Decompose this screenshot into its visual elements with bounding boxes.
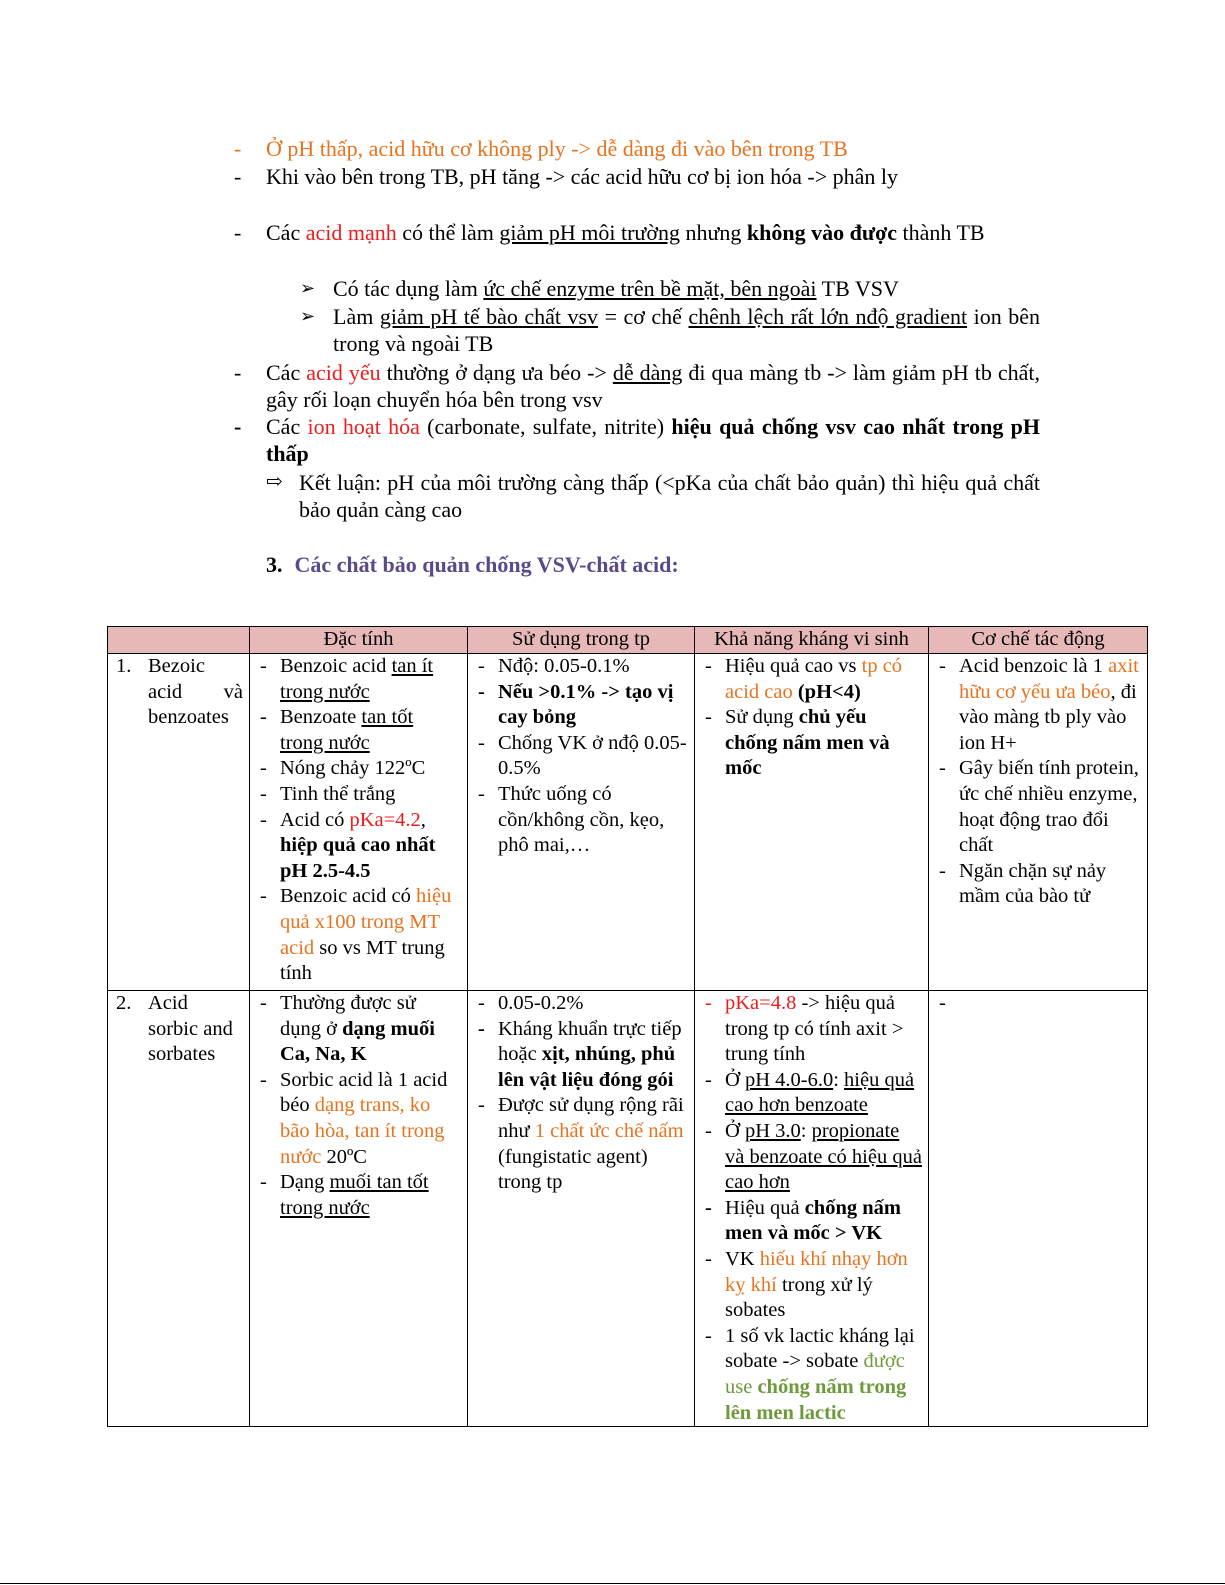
header-cell: Khả năng kháng vi sinh xyxy=(695,627,929,654)
list-item xyxy=(935,654,1141,756)
underline-text: giảm pH môi trường xyxy=(499,220,680,245)
text: Benzoic acid có xyxy=(280,885,417,908)
text: Nđộ: 0.05-0.1% xyxy=(498,655,630,677)
header-cell xyxy=(108,627,250,654)
dash: - xyxy=(260,992,267,1014)
underline-text: tan ít trong nước xyxy=(280,655,434,703)
text: Hiệu quả cao vs xyxy=(725,655,862,677)
text: Acid benzoic là 1 xyxy=(959,655,1109,677)
text: Thức uống có cồn/không cồn, kẹo, phô mai,… xyxy=(498,782,665,857)
list-item xyxy=(256,1068,461,1170)
table-cell-mechanism xyxy=(929,991,1148,1427)
dash: - xyxy=(260,1171,267,1194)
text: Làm xyxy=(333,304,380,329)
bold-text: Nếu >0.1% -> tạo vị cay bỏng xyxy=(498,680,674,729)
dash: - xyxy=(705,655,712,677)
underline-text: hiệu quả cao hơn benzoate xyxy=(725,1068,915,1117)
list-item xyxy=(256,705,461,756)
list-item xyxy=(474,1017,688,1094)
arrow-bullet-icon: ➢ xyxy=(300,278,316,298)
dash: - xyxy=(939,757,946,780)
text: Sorbic acid là 1 acid béo xyxy=(280,1068,448,1117)
bold-text: hiệu quả chống vsv cao nhất trong pH thấp xyxy=(266,414,1040,466)
table-cell-usage xyxy=(468,991,695,1427)
text: 0.05-0.2% xyxy=(498,992,584,1014)
list-item xyxy=(256,808,461,885)
underline-text: ức chế enzyme trên bề mặt, bên ngoài xyxy=(483,276,817,301)
bold-text: không vào được xyxy=(746,220,898,245)
dash: - xyxy=(705,1196,712,1219)
list-item xyxy=(256,1170,461,1221)
row-number: 1. xyxy=(116,655,132,677)
bullet-dash: - xyxy=(234,360,242,385)
bold-text: chủ yếu chống nấm men và mốc xyxy=(725,706,890,780)
list-item xyxy=(256,884,461,986)
arrow-bullet-icon: ➢ xyxy=(300,306,316,326)
empty-dash: - xyxy=(939,992,946,1014)
list-item xyxy=(701,991,922,1068)
bold-text: xịt, nhúng, phủ lên vật liệu đóng gói xyxy=(498,1043,676,1091)
list-item xyxy=(256,782,461,808)
highlight-pka: pKa=4.2 xyxy=(349,808,421,831)
highlight-text: hiếu khí nhạy hơn kỵ khí xyxy=(725,1247,908,1296)
list-item xyxy=(935,859,1141,910)
text: Benzoic acid xyxy=(280,655,392,677)
table-cell-usage xyxy=(468,654,695,991)
text: đi qua màng tb -> làm giảm pH tb chất, gây rối loạn chuyển hóa bên trong vsv xyxy=(266,360,1041,412)
dash: - xyxy=(260,757,267,780)
dash: - xyxy=(478,782,485,805)
dash: - xyxy=(478,680,485,703)
highlight-strong-acid: acid mạnh xyxy=(305,220,397,245)
table-cell-antimicrobial xyxy=(695,654,929,991)
list-item xyxy=(701,1324,922,1426)
dash: - xyxy=(705,992,712,1014)
dash: - xyxy=(705,1119,712,1142)
bullet-inside-cell: Khi vào bên trong TB, pH tăng -> các acid hữu cơ bị ion hóa -> phân ly xyxy=(266,164,899,189)
text: Tinh thể trắng xyxy=(280,782,396,805)
header-cell: Đặc tính xyxy=(250,627,468,654)
dash: - xyxy=(478,731,485,754)
table-cell-mechanism xyxy=(929,654,1148,991)
header-cell: Sử dụng trong tp xyxy=(468,627,695,654)
underline-text: propionate và benzoate có hiệu quả cao hơn xyxy=(725,1119,922,1194)
dash: - xyxy=(260,1068,267,1091)
list-item xyxy=(701,1119,922,1196)
list-item xyxy=(701,654,922,705)
dash: - xyxy=(705,1247,712,1270)
highlight-text: 1 chất ức chế nấm xyxy=(534,1119,684,1142)
text: Gây biến tính protein, ức chế nhiều enzyme, hoạt động trao đổi chất xyxy=(959,757,1139,857)
text: : xyxy=(800,1119,812,1142)
dash: - xyxy=(705,1068,712,1091)
list-item xyxy=(701,1068,922,1119)
highlight-text: dạng trans, ko bão hòa, tan ít trong nước xyxy=(280,1094,445,1168)
row-name: Acid sorbic and sorbates xyxy=(148,992,233,1066)
bold-text: hiệp quả cao nhất pH 2.5-4.5 xyxy=(280,834,436,882)
list-item xyxy=(256,654,461,705)
text: thành TB xyxy=(897,220,985,245)
row-number: 2. xyxy=(116,992,132,1014)
sub-bullet-enzyme xyxy=(333,275,1040,302)
table-row xyxy=(108,991,1148,1427)
text: Ở xyxy=(725,1119,745,1142)
table-cell-name xyxy=(108,654,250,991)
bullet-activated-ions xyxy=(266,413,1040,467)
dash: - xyxy=(478,655,485,677)
dash: - xyxy=(705,706,712,729)
table-cell-name xyxy=(108,991,250,1427)
bullet-dash: - xyxy=(234,220,242,245)
table-cell-properties xyxy=(250,654,468,991)
text: Các xyxy=(266,360,307,385)
sub-bullet-ph-cytoplasm xyxy=(333,303,1040,357)
text: -> hiệu quả trong tp có tính axit > trung tính xyxy=(725,992,904,1066)
dash: - xyxy=(260,885,267,908)
text: Benzoate xyxy=(280,706,362,729)
text: Các xyxy=(266,414,308,439)
text: thường ở dạng ưa béo -> xyxy=(380,360,613,385)
dash: - xyxy=(705,1324,712,1347)
bold-text: dạng muối Ca, Na, K xyxy=(280,1017,435,1066)
highlight-text: hiệu quả x100 trong MT acid xyxy=(280,885,452,959)
list-item xyxy=(474,654,688,680)
table-header-row xyxy=(108,627,1148,654)
text: (carbonate, sulfate, nitrite) xyxy=(419,414,672,439)
underline-text: dễ dàng xyxy=(612,360,683,385)
list-item xyxy=(701,1196,922,1247)
table-row xyxy=(108,654,1148,991)
highlight-ions: ion hoạt hóa xyxy=(307,414,420,439)
heading-number: 3. xyxy=(266,552,283,577)
highlight-text: tp có acid cao xyxy=(725,655,903,703)
highlight-green-bold: chống nấm trong lên men lactic xyxy=(725,1375,907,1424)
bullet-dash: - xyxy=(234,414,242,439)
highlight-green-text: được use xyxy=(725,1350,905,1398)
underline-text: tan tốt trong nước xyxy=(280,706,414,754)
text: Ở xyxy=(725,1068,745,1091)
text: VK xyxy=(725,1247,760,1270)
dash: - xyxy=(478,1017,485,1040)
text: , xyxy=(420,808,426,831)
text: = cơ chế xyxy=(598,304,689,329)
text: so vs MT trung tính xyxy=(280,936,445,985)
text: trong xử lý sobates xyxy=(725,1273,873,1322)
conclusion-text: Kết luận: pH của môi trường càng thấp (<pKa của chất bảo quản) thì hiệu quả chất bảo quản càng cao xyxy=(299,470,1040,522)
underline-text: chênh lệch rất lớn nđộ gradient xyxy=(688,304,968,329)
text: Ngăn chặn sự nảy mầm của bào tử xyxy=(959,859,1107,908)
highlight-pka: pKa=4.8 xyxy=(725,992,797,1014)
text: Kháng khuẩn trực tiếp hoặc xyxy=(498,1017,682,1066)
list-item xyxy=(701,705,922,782)
bullet-dash: - xyxy=(234,136,242,161)
dash: - xyxy=(939,859,946,882)
list-item xyxy=(256,991,461,1068)
text: Các xyxy=(266,220,306,245)
dash: - xyxy=(260,655,267,677)
underline-text: muối tan tốt trong nước xyxy=(280,1171,429,1219)
text: , đi vào màng tb ply vào ion H+ xyxy=(959,680,1137,754)
text: Chống VK ở nđộ 0.05-0.5% xyxy=(498,731,687,780)
bullet-low-ph: Ở pH thấp, acid hữu cơ không ply -> dễ dàng đi vào bên trong TB xyxy=(266,136,848,161)
row-name: Bezoic acid và benzoates xyxy=(148,655,243,729)
text: ion bên trong và ngoài TB xyxy=(333,304,1040,356)
dash: - xyxy=(478,1094,485,1117)
text: Acid có xyxy=(280,808,350,831)
list-item xyxy=(474,680,688,731)
dash: - xyxy=(260,808,267,831)
text: Có tác dụng làm xyxy=(333,276,484,301)
text: Hiệu quả xyxy=(725,1196,805,1219)
dash: - xyxy=(260,706,267,729)
conclusion-arrow-icon: ⇨ xyxy=(266,471,283,493)
table-cell-properties xyxy=(250,991,468,1427)
page-bottom-border xyxy=(0,1583,1225,1584)
table-cell-antimicrobial xyxy=(695,991,929,1427)
highlight-text: axit hữu cơ yếu ưa béo xyxy=(959,655,1139,703)
list-item xyxy=(474,782,688,859)
list-item xyxy=(474,1093,688,1195)
text: Được sử dụng rộng rãi như xyxy=(498,1094,684,1142)
text: (fungistatic agent) trong tp xyxy=(498,1145,648,1194)
text: Sử dụng xyxy=(725,706,799,729)
text: Thường được sử dụng ở xyxy=(280,992,416,1040)
preservatives-table xyxy=(107,626,1148,1427)
text: TB VSV xyxy=(816,276,899,301)
bold-text: chống nấm men và mốc > VK xyxy=(725,1196,901,1245)
text: Nóng chảy 122ºC xyxy=(280,757,426,780)
text: 20ºC xyxy=(321,1145,367,1168)
text: nhưng xyxy=(679,220,747,245)
bullet-dash: - xyxy=(234,164,242,189)
dash: - xyxy=(478,992,485,1014)
underline-text: pH 4.0-6.0 xyxy=(744,1068,834,1091)
dash: - xyxy=(260,782,267,805)
text: có thể làm xyxy=(396,220,500,245)
text: 1 số vk lactic kháng lại sobate -> sobate xyxy=(725,1324,915,1373)
dash: - xyxy=(939,655,946,677)
bullet-strong-acid xyxy=(266,219,1040,246)
text: Dạng xyxy=(280,1171,330,1194)
highlight-weak-acid: acid yếu xyxy=(306,360,381,385)
list-item xyxy=(256,756,461,782)
text: : xyxy=(833,1068,845,1091)
header-cell: Cơ chế tác động xyxy=(929,627,1148,654)
underline-text: giảm pH tế bào chất vsv xyxy=(379,304,599,329)
section-heading xyxy=(266,551,679,579)
bold-text: (pH<4) xyxy=(797,680,861,703)
list-item xyxy=(474,731,688,782)
bullet-weak-acid xyxy=(266,359,1040,413)
list-item xyxy=(474,991,688,1017)
list-item xyxy=(935,756,1141,858)
list-item xyxy=(701,1247,922,1324)
underline-text: pH 3.0 xyxy=(744,1119,801,1142)
heading-text: Các chất bảo quản chống VSV-chất acid: xyxy=(294,552,679,577)
